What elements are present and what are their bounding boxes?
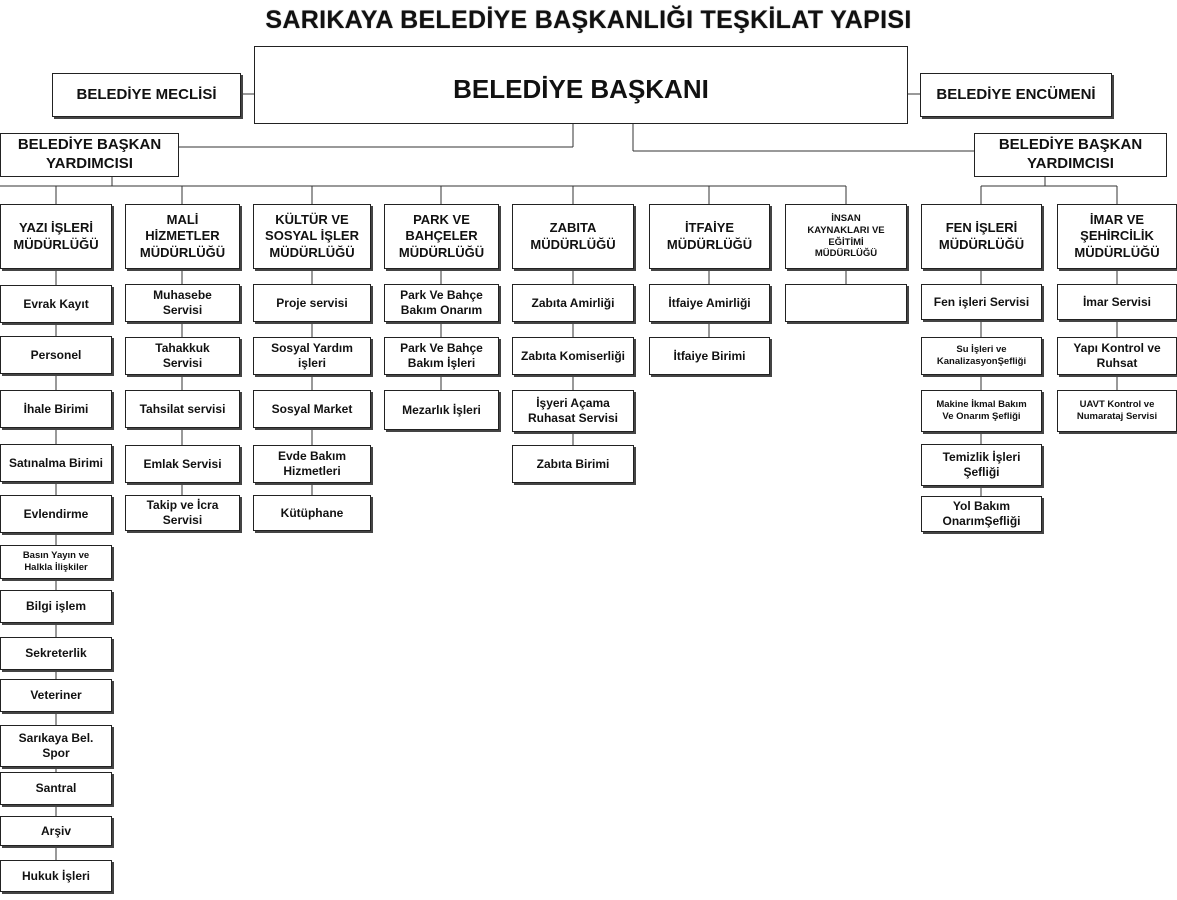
- unit-box: Park Ve Bahçe Bakım İşleri: [384, 337, 499, 375]
- unit-box: Mezarlık İşleri: [384, 390, 499, 430]
- department-box: MALİ HİZMETLER MÜDÜRLÜĞÜ: [125, 204, 240, 269]
- unit-box: İtfaiye Birimi: [649, 337, 770, 375]
- unit-box: Temizlik İşleri Şefliği: [921, 444, 1042, 486]
- unit-box: Sarıkaya Bel. Spor: [0, 725, 112, 767]
- unit-box: İtfaiye Amirliği: [649, 284, 770, 322]
- deputy-mayor-right-box: BELEDİYE BAŞKAN YARDIMCISI: [974, 133, 1167, 177]
- unit-box: Proje servisi: [253, 284, 371, 322]
- unit-box: Tahsilat servisi: [125, 390, 240, 428]
- unit-box: İşyeri Açama Ruhasat Servisi: [512, 390, 634, 432]
- unit-box: Evrak Kayıt: [0, 285, 112, 323]
- deputy-mayor-left-box: BELEDİYE BAŞKAN YARDIMCISI: [0, 133, 179, 177]
- unit-box: Veteriner: [0, 679, 112, 712]
- unit-box: Fen işleri Servisi: [921, 284, 1042, 320]
- committee-box: BELEDİYE ENCÜMENİ: [920, 73, 1112, 117]
- unit-box: Su İşleri ve KanalizasyonŞefliği: [921, 337, 1042, 375]
- unit-box: İhale Birimi: [0, 390, 112, 428]
- unit-box: Muhasebe Servisi: [125, 284, 240, 322]
- unit-box: Arşiv: [0, 816, 112, 846]
- unit-box: Sosyal Yardım işleri: [253, 337, 371, 375]
- unit-box: Bilgi işlem: [0, 590, 112, 623]
- unit-box: UAVT Kontrol ve Numarataj Servisi: [1057, 390, 1177, 432]
- unit-box: İmar Servisi: [1057, 284, 1177, 320]
- council-box shadow: BELEDİYE MECLİSİ: [52, 73, 241, 117]
- unit-box: Takip ve İcra Servisi: [125, 495, 240, 531]
- chart-title: SARIKAYA BELEDİYE BAŞKANLIĞI TEŞKİLAT YAPISI: [265, 6, 912, 34]
- unit-box: Sosyal Market: [253, 390, 371, 428]
- department-box: İMAR VE ŞEHİRCİLİK MÜDÜRLÜĞÜ: [1057, 204, 1177, 269]
- unit-box: Tahakkuk Servisi: [125, 337, 240, 375]
- department-box: İTFAİYE MÜDÜRLÜĞÜ: [649, 204, 770, 269]
- unit-box: Yapı Kontrol ve Ruhsat: [1057, 337, 1177, 375]
- unit-box: Satınalma Birimi: [0, 444, 112, 482]
- department-box: YAZI İŞLERİ MÜDÜRLÜĞÜ: [0, 204, 112, 269]
- department-box: FEN İŞLERİ MÜDÜRLÜĞÜ: [921, 204, 1042, 269]
- department-box: KÜLTÜR VE SOSYAL İŞLER MÜDÜRLÜĞÜ: [253, 204, 371, 269]
- unit-box: Makine İkmal Bakım Ve Onarım Şefliği: [921, 390, 1042, 432]
- unit-box: Hukuk İşleri: [0, 860, 112, 892]
- unit-box: Evlendirme: [0, 495, 112, 533]
- unit-box: [785, 284, 907, 322]
- unit-box: Zabıta Amirliği: [512, 284, 634, 322]
- unit-box: Basın Yayın ve Halkla İlişkiler: [0, 545, 112, 579]
- unit-box: Kütüphane: [253, 495, 371, 531]
- mayor-box: BELEDİYE BAŞKANI: [254, 46, 908, 124]
- unit-box: Evde Bakım Hizmetleri: [253, 445, 371, 483]
- unit-box: Zabıta Komiserliği: [512, 337, 634, 375]
- unit-box: Park Ve Bahçe Bakım Onarım: [384, 284, 499, 322]
- unit-box: Personel: [0, 336, 112, 374]
- unit-box: Santral: [0, 772, 112, 805]
- unit-box: Sekreterlik: [0, 637, 112, 670]
- unit-box: Zabıta Birimi: [512, 445, 634, 483]
- department-box: İNSAN KAYNAKLARI VE EĞİTİMİ MÜDÜRLÜĞÜ: [785, 204, 907, 269]
- unit-box: Yol Bakım OnarımŞefliği: [921, 496, 1042, 532]
- department-box: PARK VE BAHÇELER MÜDÜRLÜĞÜ: [384, 204, 499, 269]
- unit-box: Emlak Servisi: [125, 445, 240, 483]
- department-box: ZABITA MÜDÜRLÜĞÜ: [512, 204, 634, 269]
